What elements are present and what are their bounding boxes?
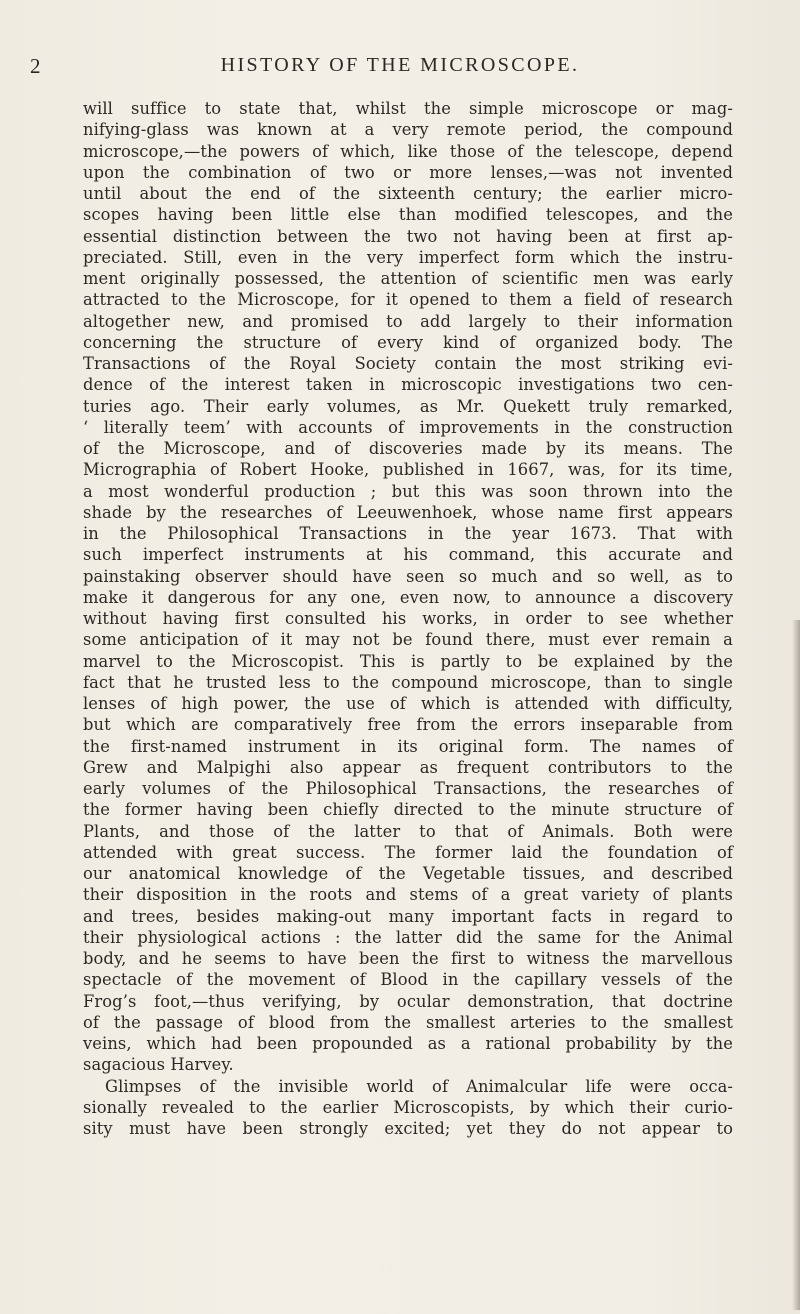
text-line: the first-named instrument in its original form. The names of bbox=[83, 736, 733, 756]
text-line: spectacle of the movement of Blood in the capillary vessels of the bbox=[83, 970, 733, 990]
text-line: our anatomical knowledge of the Vegetable tissues, and described bbox=[83, 864, 733, 883]
text-line: scopes having been little else than modified telescopes, and the bbox=[83, 205, 733, 225]
paragraph-end-line: sagacious Harvey. bbox=[83, 1055, 234, 1075]
text-line: painstaking observer should have seen so much and so well, as to bbox=[83, 566, 733, 586]
text-line: a most wonderful production ; but this was soon thrown into the bbox=[83, 481, 733, 501]
text-line: their physiological actions : the latter did the same for the Animal bbox=[83, 927, 733, 947]
text-line: shade by the researches of Leeuwenhoek, whose name first appears bbox=[83, 502, 733, 522]
text-line: sionally revealed to the earlier Microscopists, by which their curio- bbox=[83, 1097, 733, 1117]
text-line: marvel to the Microscopist. This is partly to be explained by the bbox=[83, 651, 733, 671]
text-line: attracted to the Microscope, for it opened to them a field of research bbox=[83, 290, 733, 310]
text-line: Micrographia of Robert Hooke, published in 1667, was, for its time, bbox=[83, 460, 733, 480]
text-line: will suffice to state that, whilst the simple microscope or mag- bbox=[83, 99, 733, 118]
page-number: 2 bbox=[30, 54, 41, 78]
text-line: dence of the interest taken in microscopic investigations two cen- bbox=[83, 375, 733, 395]
running-head bbox=[30, 54, 770, 84]
text-line: their disposition in the roots and stems of a great variety of plants bbox=[83, 885, 733, 905]
running-title: HISTORY OF THE MICROSCOPE. bbox=[220, 54, 580, 76]
text-line: nifying-glass was known at a very remote period, the compound bbox=[83, 120, 733, 140]
text-line: Plants, and those of the latter to that of Animals. Both were bbox=[83, 821, 733, 841]
page-edge-shadow bbox=[792, 620, 800, 1310]
text-line: turies ago. Their early volumes, as Mr. Quekett truly remarked, bbox=[83, 396, 733, 416]
text-line: some anticipation of it may not be found there, must ever remain a bbox=[83, 630, 733, 650]
body-text bbox=[83, 98, 733, 1139]
text-line: sity must have been strongly excited; yet they do not appear to bbox=[83, 1119, 733, 1138]
text-line: without having first consulted his works, in order to see whether bbox=[83, 609, 733, 628]
text-line: preciated. Still, even in the very imperfect form which the instru- bbox=[83, 247, 733, 267]
text-line: Grew and Malpighi also appear as frequent contributors to the bbox=[83, 757, 733, 777]
text-line: of the passage of blood from the smallest arteries to the smallest bbox=[83, 1012, 733, 1032]
text-line: early volumes of the Philosophical Transactions, the researches of bbox=[83, 779, 733, 798]
text-line: but which are comparatively free from the errors inseparable from bbox=[83, 715, 733, 735]
text-line: make it dangerous for any one, even now, to announce a discovery bbox=[83, 587, 733, 607]
text-line: Frog’s foot,—thus verifying, by ocular demonstration, that doctrine bbox=[83, 991, 733, 1011]
text-line: ment originally possessed, the attention of scientific men was early bbox=[83, 269, 733, 288]
text-line: and trees, besides making-out many important facts in regard to bbox=[83, 906, 733, 926]
text-line: in the Philosophical Transactions in the year 1673. That with bbox=[83, 524, 733, 543]
text-line: such imperfect instruments at his command, this accurate and bbox=[83, 545, 733, 565]
paragraph-start-line: Glimpses of the invisible world of Animalcular life were occa- bbox=[105, 1076, 733, 1096]
text-line: veins, which had been propounded as a rational probability by the bbox=[83, 1034, 733, 1053]
text-line: essential distinction between the two not having been at first ap- bbox=[83, 226, 733, 246]
text-line: body, and he seems to have been the first to witness the marvellous bbox=[83, 949, 733, 968]
text-line: altogether new, and promised to add largely to their information bbox=[83, 311, 733, 331]
text-line: the former having been chiefly directed to the minute structure of bbox=[83, 800, 733, 820]
text-line: lenses of high power, the use of which is attended with difficulty, bbox=[83, 694, 733, 713]
text-line: microscope,—the powers of which, like those of the telescope, depend bbox=[83, 141, 733, 161]
text-line: upon the combination of two or more lenses,—was not invented bbox=[83, 162, 733, 182]
text-line: until about the end of the sixteenth century; the earlier micro- bbox=[83, 184, 733, 203]
text-line: of the Microscope, and of discoveries made by its means. The bbox=[83, 439, 733, 458]
text-line: Transactions of the Royal Society contain the most striking evi- bbox=[83, 354, 733, 373]
text-line: fact that he trusted less to the compound microscope, than to single bbox=[83, 672, 733, 692]
text-line: concerning the structure of every kind of organized body. The bbox=[83, 332, 733, 352]
text-line: ‘ literally teem’ with accounts of improvements in the construction bbox=[83, 417, 733, 437]
text-line: attended with great success. The former laid the foundation of bbox=[83, 842, 733, 862]
